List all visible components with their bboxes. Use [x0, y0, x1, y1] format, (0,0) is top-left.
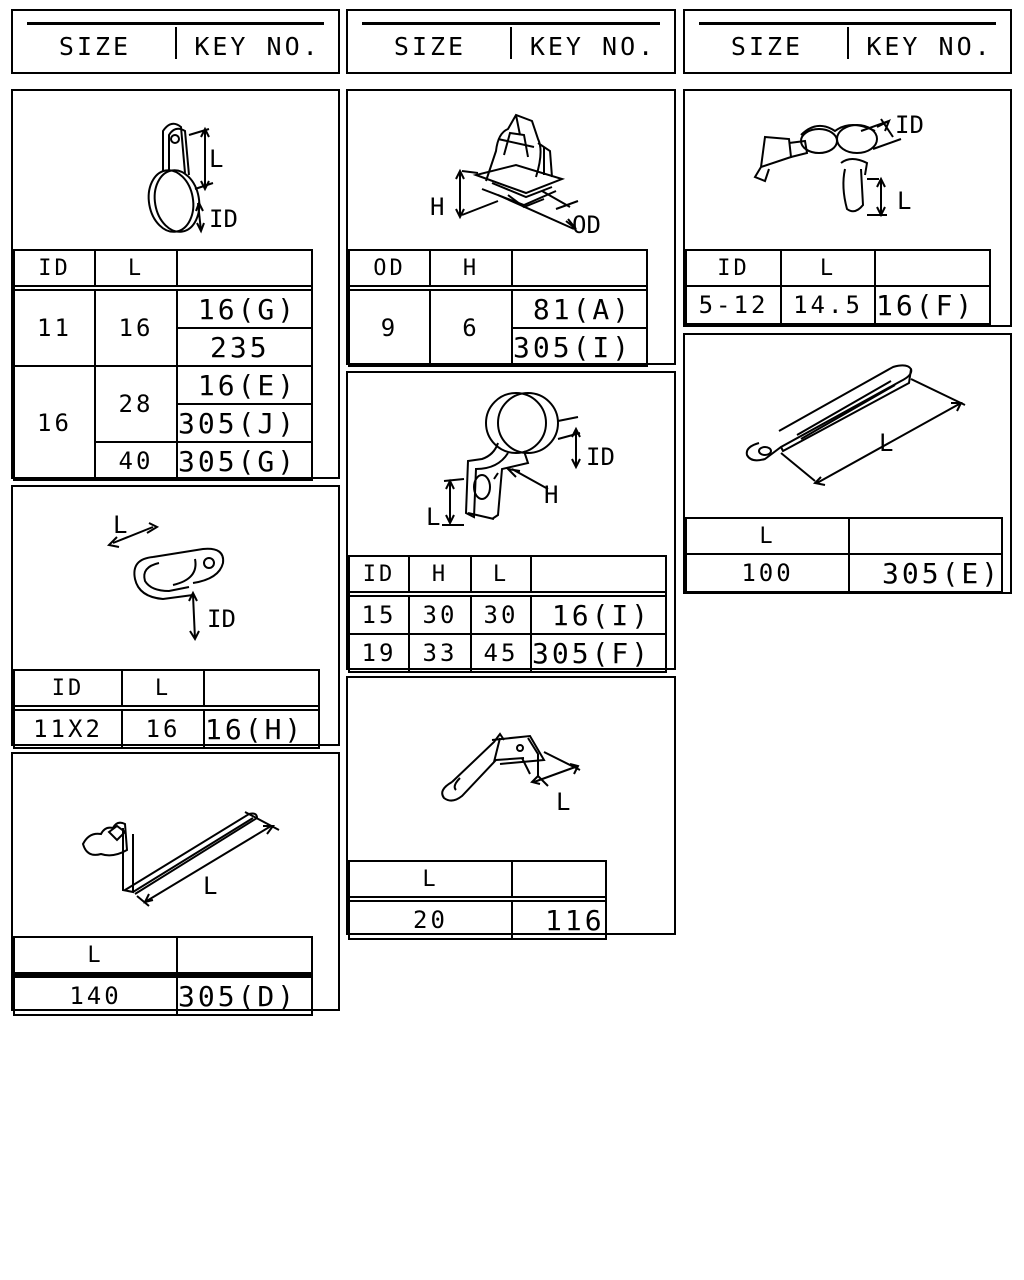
- col-header-key: [531, 556, 666, 592]
- cell-key-no: 305(D): [177, 975, 312, 1015]
- dim-label-l: L: [897, 187, 912, 215]
- push-clip-drawing: [348, 91, 674, 251]
- header-col-2: [346, 9, 676, 74]
- table-row: [349, 290, 647, 328]
- dim-label-l: L: [209, 145, 224, 173]
- anchor-bracket-drawing: [13, 754, 338, 936]
- double-clamp-drawing: [13, 487, 338, 669]
- table-row: [14, 366, 312, 404]
- dim-label-h: H: [544, 481, 559, 509]
- dim-label-l: L: [113, 511, 128, 539]
- col-header-h: H: [430, 250, 512, 286]
- col-header-l: L: [95, 250, 177, 286]
- dim-label-id: ID: [586, 443, 615, 471]
- cell-id: 16: [14, 366, 95, 480]
- header-rule: [362, 22, 660, 25]
- grommet-clip-drawing: [685, 91, 1010, 251]
- cell-l: 30: [471, 596, 531, 634]
- dim-label-id: ID: [207, 605, 236, 633]
- dim-label-l: L: [203, 872, 218, 900]
- header-rule: [27, 22, 324, 25]
- col-header-h: H: [409, 556, 471, 592]
- col-header-l: L: [686, 518, 849, 554]
- dim-label-l: L: [556, 788, 571, 816]
- dim-label-h: H: [430, 193, 445, 221]
- cell-h: 33: [409, 634, 471, 672]
- part-card-grommet-clip: [683, 89, 1012, 327]
- col-header-id: ID: [349, 556, 409, 592]
- cell-l: 40: [95, 442, 177, 480]
- part-card-clamp-tab: [11, 89, 340, 479]
- col-header-key: [875, 250, 990, 286]
- spec-table-anchor-bracket: [13, 936, 313, 1016]
- col-header-key: [849, 518, 1002, 554]
- col-header-l: L: [122, 670, 204, 706]
- table-row: [686, 554, 1002, 592]
- col-header-key: [512, 861, 606, 897]
- col-header-key: [177, 250, 312, 286]
- dim-label-l: L: [879, 429, 894, 457]
- cell-l: 45: [471, 634, 531, 672]
- cell-key-no: 305(I): [512, 328, 647, 366]
- header-col-1: [11, 9, 340, 74]
- spec-table-grommet-clip: [685, 249, 991, 325]
- cell-l: 16: [95, 290, 177, 366]
- dim-label-od: OD: [572, 211, 601, 239]
- col-header-key: [177, 937, 312, 975]
- cell-id: 15: [349, 596, 409, 634]
- cell-key-no: 116: [512, 901, 606, 939]
- key-no-label: KEY NO.: [194, 32, 321, 61]
- cell-h: 6: [430, 290, 512, 366]
- col-header-l: L: [349, 861, 512, 897]
- cell-key-no: 305(J): [177, 404, 312, 442]
- size-label: SIZE: [58, 32, 132, 61]
- col-header-od: OD: [349, 250, 430, 286]
- table-row: [14, 290, 312, 328]
- part-card-double-clamp: [11, 485, 340, 746]
- cell-key-no: 235: [177, 328, 312, 366]
- cell-key-no: 81(A): [512, 290, 647, 328]
- part-card-small-clip: [346, 676, 676, 935]
- spec-table-strap: [685, 517, 1003, 593]
- cell-l: 28: [95, 366, 177, 442]
- header-rule: [699, 22, 996, 25]
- part-card-strap: [683, 333, 1012, 594]
- table-row: [686, 286, 990, 324]
- size-label: SIZE: [393, 32, 467, 61]
- cell-key-no: 16(I): [531, 596, 666, 634]
- part-card-offset-clamp: [346, 371, 676, 670]
- cell-key-no: 305(G): [177, 442, 312, 480]
- dim-label-id: ID: [895, 111, 924, 139]
- col-header-id: ID: [14, 250, 95, 286]
- cell-key-no: 16(G): [177, 290, 312, 328]
- col-header-l: L: [781, 250, 875, 286]
- cell-key-no: 16(H): [204, 710, 319, 748]
- col-header-l: L: [14, 937, 177, 975]
- cell-l: 20: [349, 901, 512, 939]
- spec-table-clamp-tab: [13, 249, 313, 481]
- small-clip-drawing: [348, 678, 674, 860]
- table-row: [349, 634, 666, 672]
- col-header-key: [512, 250, 647, 286]
- dim-label-l: L: [426, 503, 441, 531]
- clamp-tab-drawing: [13, 91, 338, 251]
- cell-key-no: 305(E): [849, 554, 1002, 592]
- cell-key-no: 305(F): [531, 634, 666, 672]
- table-row: [14, 710, 319, 748]
- col-header-key: [204, 670, 319, 706]
- col-header-id: ID: [14, 670, 122, 706]
- cell-id: 19: [349, 634, 409, 672]
- part-card-anchor-bracket: [11, 752, 340, 1011]
- part-card-push-clip: [346, 89, 676, 365]
- cell-l: 140: [14, 975, 177, 1015]
- offset-clamp-drawing: [348, 373, 674, 557]
- spec-table-double-clamp: [13, 669, 320, 749]
- spec-table-push-clip: [348, 249, 648, 367]
- table-row: [349, 596, 666, 634]
- cell-l: 100: [686, 554, 849, 592]
- cell-key-no: 16(E): [177, 366, 312, 404]
- cell-l: 14.5: [781, 286, 875, 324]
- key-no-label: KEY NO.: [529, 32, 657, 61]
- strap-drawing: [685, 335, 1010, 519]
- cell-id: 5-12: [686, 286, 781, 324]
- col-header-l: L: [471, 556, 531, 592]
- col-header-id: ID: [686, 250, 781, 286]
- cell-key-no: 16(F): [875, 286, 990, 324]
- spec-table-small-clip: [348, 860, 607, 940]
- dim-label-id: ID: [209, 205, 238, 233]
- cell-id: 11: [14, 290, 95, 366]
- table-row: [349, 901, 606, 939]
- cell-h: 30: [409, 596, 471, 634]
- cell-od: 9: [349, 290, 430, 366]
- spec-table-offset-clamp: [348, 555, 667, 673]
- cell-id: 11X2: [14, 710, 122, 748]
- size-label: SIZE: [730, 32, 804, 61]
- header-col-3: [683, 9, 1012, 74]
- key-no-label: KEY NO.: [866, 32, 993, 61]
- cell-l: 16: [122, 710, 204, 748]
- table-row: [14, 975, 312, 1015]
